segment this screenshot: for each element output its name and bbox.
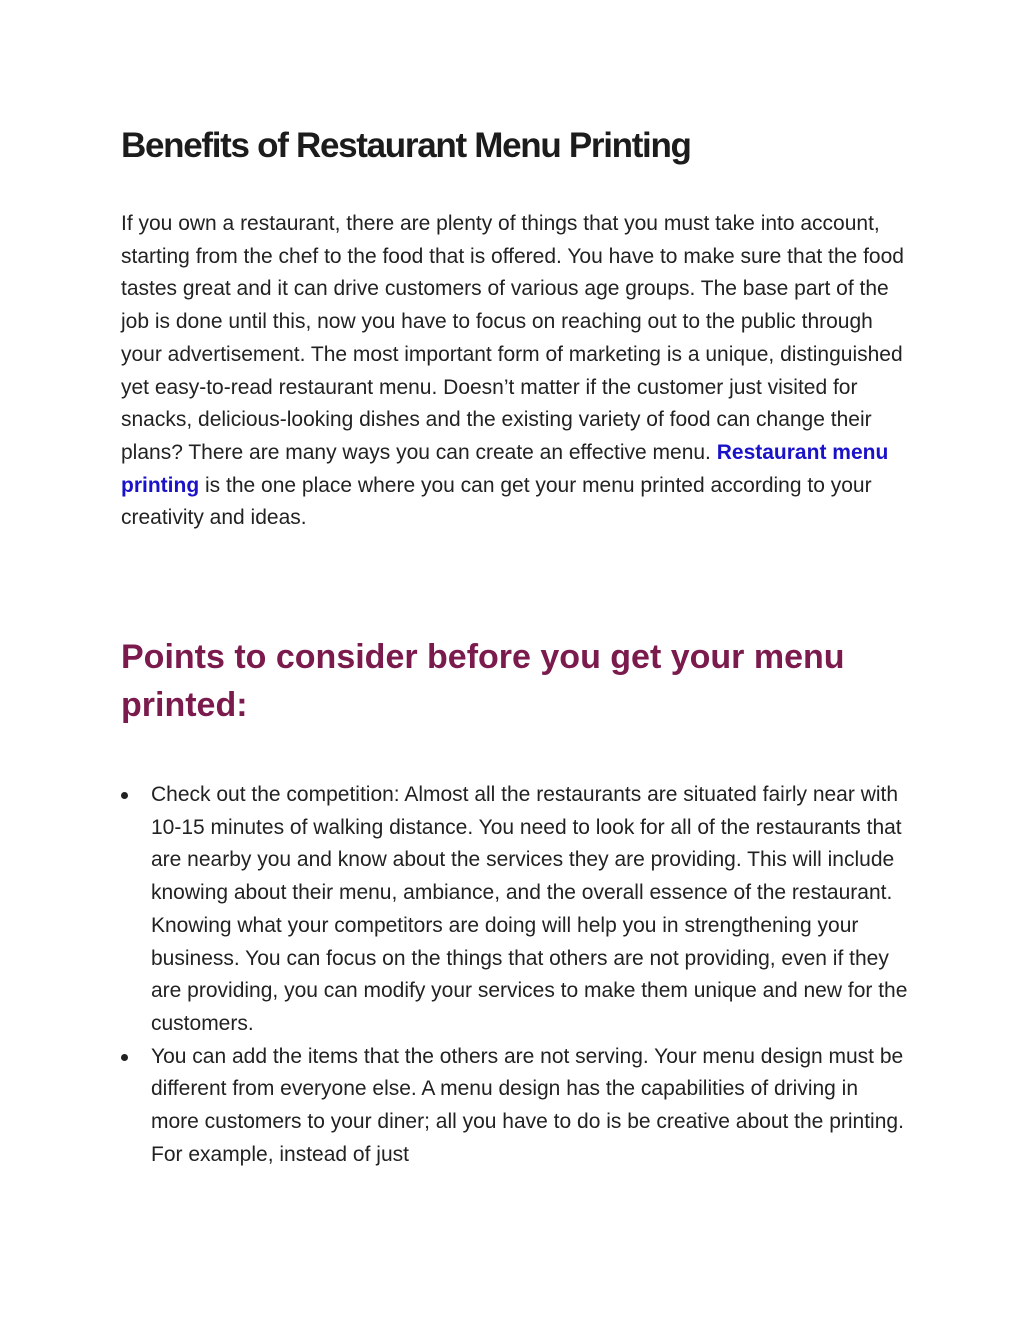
section-heading: Points to consider before you get your menu printed: xyxy=(121,638,845,724)
restaurant-menu-printing-link[interactable]: Restaurant menu printing xyxy=(121,440,889,497)
intro-text-start: If you own a restaurant, there are plenty of things that you must take into account, starting from the chef to the food that is offered. You have to make sure that the food tastes great and it can drive customers of various age groups. The base part of the job is done until this, now you have to focus on reaching out to the public through your advertisement. The most important form of marketing is a unique, distinguished yet easy-to-read restaurant menu. Doesn’t matter if the customer just visited for snacks, delicious-looking dishes and the existing variety of food can change their plans? There are many ways you can create an effective menu. xyxy=(121,212,904,464)
intro-text-end: is the one place where you can get your menu printed according to your creativity and ideas. xyxy=(121,473,872,530)
bullet-icon xyxy=(121,792,128,799)
list-item xyxy=(121,1041,911,1172)
list-item xyxy=(121,779,911,1041)
intro-paragraph xyxy=(121,208,911,535)
page-title: Benefits of Restaurant Menu Printing xyxy=(121,126,691,165)
bullet-icon xyxy=(121,1054,128,1061)
list-item-text: Check out the competition: Almost all the restaurants are situated fairly near with 10-15 minutes of walking distance. You need to look for all of the restaurants that are nearby you and know about the services they are providing. This will include knowing about their menu, ambiance, and the overall essence of the restaurant. Knowing what your competitors are doing will help you in strengthening your business. You can focus on the things that others are not providing, even if they are providing, you can modify your services to make them unique and new for the customers. xyxy=(151,783,908,1035)
points-list xyxy=(121,779,911,1171)
list-item-text: You can add the items that the others are not serving. Your menu design must be different from everyone else. A menu design has the capabilities of driving in more customers to your diner; all you have to do is be creative about the printing. For example, instead of just xyxy=(151,1044,904,1166)
